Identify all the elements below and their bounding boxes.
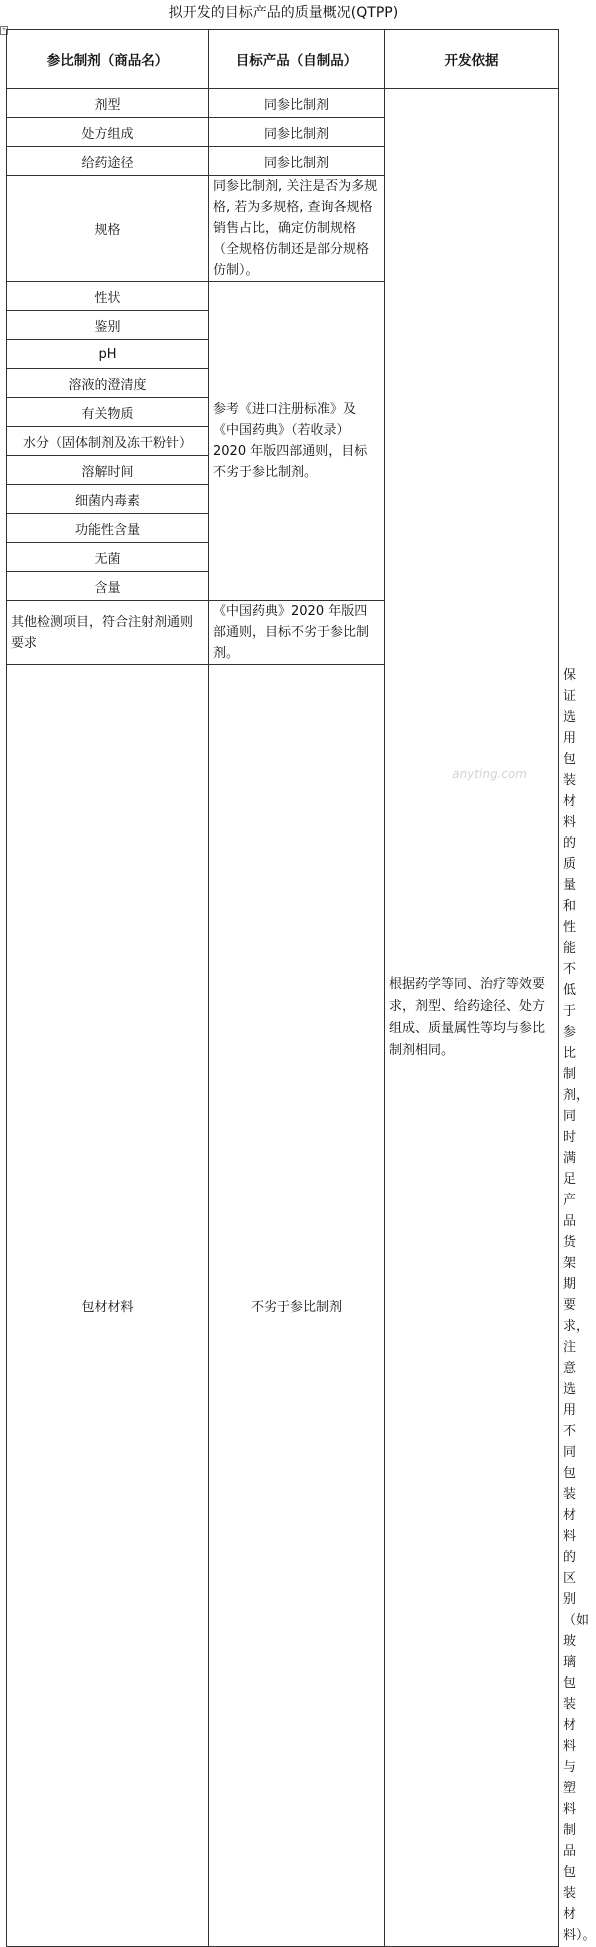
row-name-identification: 鉴别 <box>7 311 209 340</box>
row-name-clarity: 溶液的澄清度 <box>7 369 209 398</box>
header-development-basis: 开发依据 <box>385 30 559 89</box>
header-target-product: 目标产品（自制品） <box>209 30 385 89</box>
table-row <box>7 89 559 118</box>
row-target-formulation: 同参比制剂 <box>209 118 385 147</box>
row-target-packaging: 不劣于参比制剂 <box>209 665 385 1947</box>
row-name-endotoxin: 细菌内毒素 <box>7 485 209 514</box>
row-name-dissolution-time: 溶解时间 <box>7 456 209 485</box>
row-target-dosage-form: 同参比制剂 <box>209 89 385 118</box>
anchor-icon: + <box>1 26 7 33</box>
watermark: anyting.com <box>452 767 527 781</box>
qtpp-table <box>6 29 596 1947</box>
row-target-other-tests: 《中国药典》2020 年版四部通则，目标不劣于参比制剂。 <box>209 601 385 665</box>
table-header-row <box>7 30 559 89</box>
row-name-functional-content: 功能性含量 <box>7 514 209 543</box>
row-name-water: 水分（固体制剂及冻干粉针） <box>7 427 209 456</box>
row-name-strength: 规格 <box>7 176 209 282</box>
row-name-route: 给药途径 <box>7 147 209 176</box>
quality-group-target: 参考《进口注册标准》及《中国药典》（若收录）2020 年版四部通则，目标不劣于参比制剂。 <box>209 282 385 601</box>
row-name-other-tests: 其他检测项目，符合注射剂通则要求 <box>7 601 209 665</box>
row-name-assay: 含量 <box>7 572 209 601</box>
table-row: 包材材料 不劣于参比制剂 保证选用包装材料的质量和性能不低于参比制剂，同时满足产品货架期要求，注意选用不同包装材料的区别（如玻璃包装材料与塑料制品包装材料）。 <box>7 665 559 1947</box>
row-name-ph: pH <box>7 340 209 369</box>
page-title: 拟开发的目标产品的质量概况(QTPP) <box>168 5 399 21</box>
dev-basis-main: 根据药学等同、治疗等效要求，剂型、给药途径、处方组成、质量属性等均与参比制剂相同。 <box>385 89 559 1947</box>
row-target-route: 同参比制剂 <box>209 147 385 176</box>
row-name-packaging: 包材材料 <box>7 665 209 1947</box>
header-reference-product: 参比制剂（商品名） <box>7 30 209 89</box>
row-name-formulation: 处方组成 <box>7 118 209 147</box>
row-name-related-substances: 有关物质 <box>7 398 209 427</box>
row-name-sterility: 无菌 <box>7 543 209 572</box>
row-target-strength: 同参比制剂, 关注是否为多规格, 若为多规格, 查询各规格销售占比，确定仿制规格（全规格仿制还是部分规格仿制）。 <box>209 176 385 282</box>
row-name-appearance: 性状 <box>7 282 209 311</box>
row-name-dosage-form: 剂型 <box>7 89 209 118</box>
